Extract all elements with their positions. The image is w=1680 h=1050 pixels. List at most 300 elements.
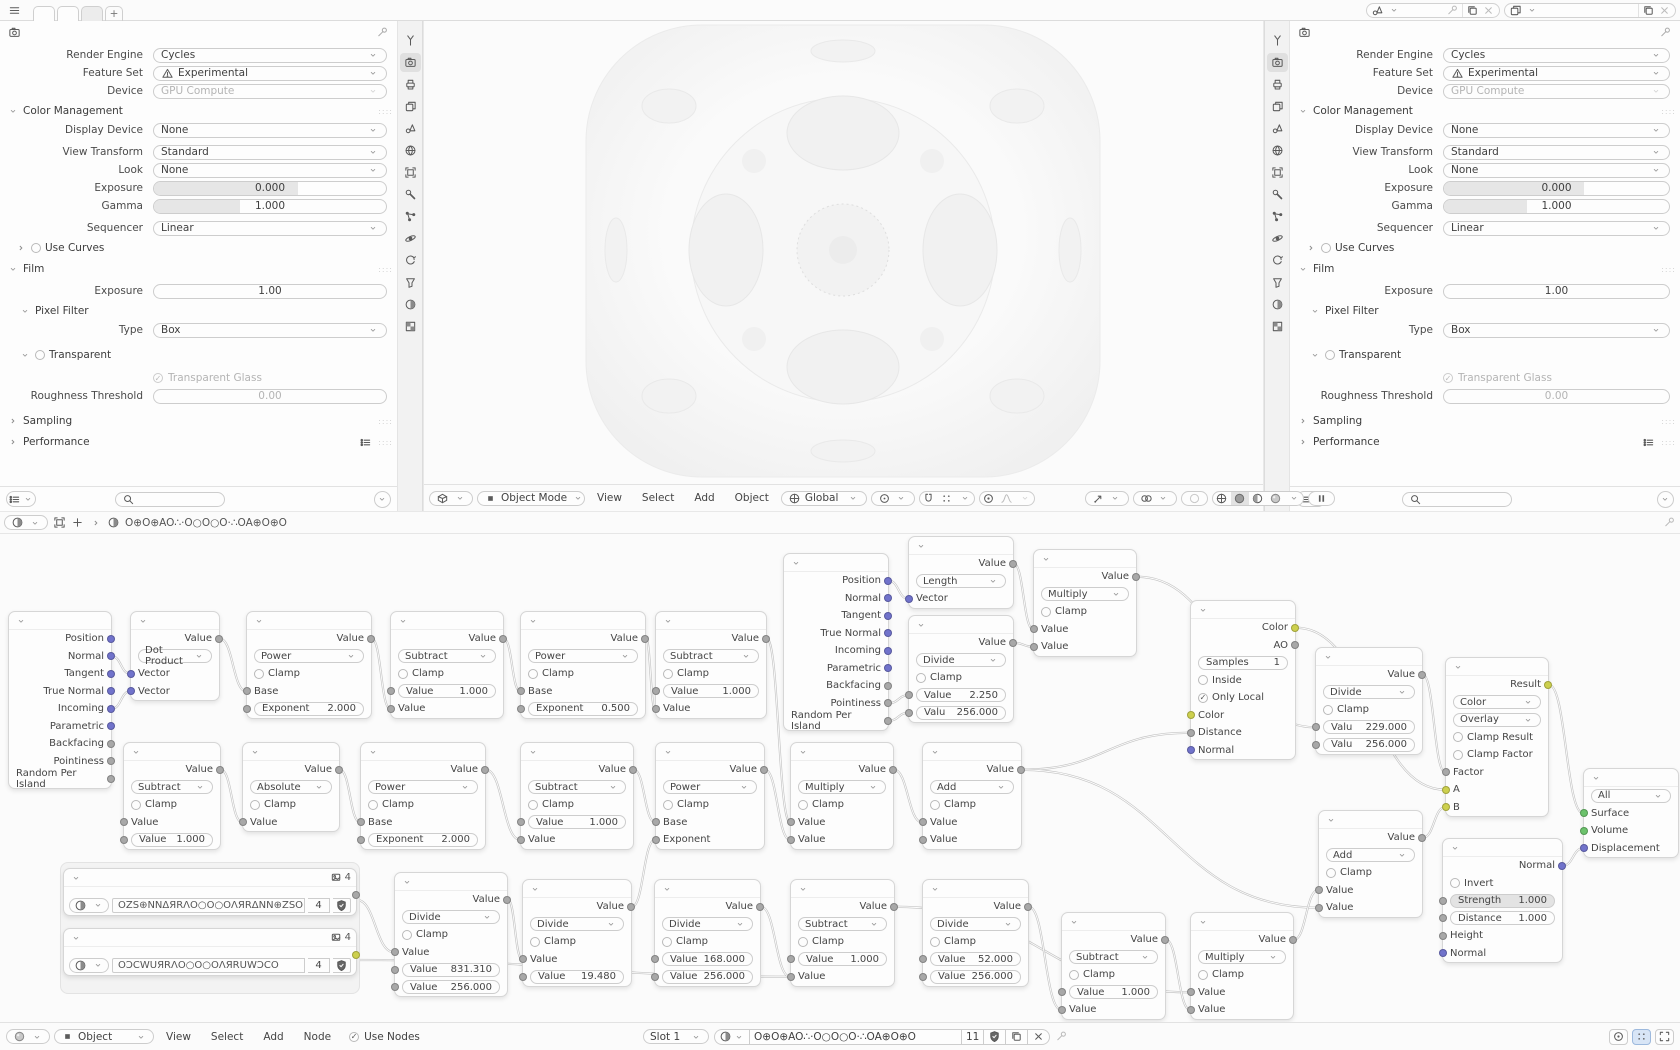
view-transform-dropdown[interactable]: Standard	[1443, 145, 1670, 160]
input-socket[interactable]	[1439, 897, 1447, 905]
clamp-checkbox[interactable]	[530, 937, 540, 947]
node-header[interactable]	[521, 743, 633, 761]
node-sub6[interactable]: Value Subtract Clamp Value 1.000 Value	[1061, 912, 1166, 1020]
look-dropdown[interactable]: None	[153, 163, 387, 178]
operation-dropdown[interactable]: Add	[930, 780, 1014, 794]
operation-dropdown[interactable]: Length	[916, 574, 1006, 588]
node-dot[interactable]	[130, 611, 220, 701]
output-socket[interactable]	[756, 903, 764, 911]
node-ao[interactable]: Color AO Samples 1 Inside ✓ Only Local Color Distance Normal	[1190, 600, 1296, 760]
input-socket[interactable]	[1187, 746, 1195, 754]
operation-dropdown[interactable]: Power	[528, 649, 638, 663]
output-socket[interactable]	[890, 903, 898, 911]
users-count[interactable]: 4	[308, 898, 330, 913]
value-field[interactable]: Strength 1.000	[1450, 894, 1555, 908]
input-socket[interactable]	[517, 836, 525, 844]
input-socket[interactable]	[1580, 844, 1588, 852]
value-field[interactable]: Exponent 2.000	[368, 833, 478, 847]
collapse-icon[interactable]	[252, 614, 265, 627]
section-performance[interactable]: Performance ::::	[1296, 433, 1676, 451]
input-socket[interactable]	[787, 955, 795, 963]
input-socket[interactable]	[517, 705, 525, 713]
section-transparent[interactable]: Transparent	[18, 346, 393, 364]
operation-dropdown[interactable]: Divide	[1323, 685, 1415, 699]
properties-tab-texture[interactable]	[1267, 317, 1288, 336]
collapse-icon[interactable]	[1321, 650, 1334, 663]
collapse-icon[interactable]	[1196, 603, 1209, 616]
output-socket[interactable]	[889, 766, 897, 774]
output-socket[interactable]	[884, 629, 892, 637]
input-socket[interactable]	[387, 687, 395, 695]
output-socket[interactable]	[503, 896, 511, 904]
output-socket[interactable]	[1289, 936, 1297, 944]
output-socket[interactable]	[215, 635, 223, 643]
input-socket[interactable]	[1580, 809, 1588, 817]
collapse-icon[interactable]	[526, 745, 539, 758]
collapse-icon[interactable]	[789, 556, 802, 569]
clamp-checkbox[interactable]	[1323, 705, 1333, 715]
section-use-curves[interactable]: Use Curves	[1304, 239, 1676, 257]
collapse-icon[interactable]	[69, 871, 82, 884]
output-socket[interactable]	[1291, 624, 1299, 632]
value-field[interactable]: Valu 256.000	[916, 706, 1006, 720]
properties-tab-world[interactable]	[1267, 141, 1288, 160]
clamp-checkbox[interactable]	[916, 673, 926, 683]
output-socket[interactable]	[1024, 903, 1032, 911]
node-header[interactable]	[1446, 658, 1548, 676]
output-socket[interactable]	[1544, 681, 1552, 689]
output-socket[interactable]	[352, 891, 360, 899]
pin-icon[interactable]	[1659, 26, 1672, 39]
gamma-slider[interactable]: 1.000	[153, 199, 387, 214]
input-socket[interactable]	[1187, 711, 1195, 719]
input-socket[interactable]	[1580, 827, 1588, 835]
output-socket[interactable]	[1132, 573, 1140, 581]
value-field[interactable]: Value 52.000	[930, 952, 1021, 966]
sequencer-dropdown[interactable]: Linear	[1443, 221, 1670, 236]
input-socket[interactable]	[652, 818, 660, 826]
view-transform-dropdown[interactable]: Standard	[153, 145, 387, 160]
value-field[interactable]: Value 1.000	[1069, 985, 1158, 999]
pin-icon[interactable]	[1055, 1030, 1068, 1043]
output-socket[interactable]	[107, 652, 115, 660]
clamp-checkbox[interactable]	[798, 937, 808, 947]
collapse-icon[interactable]	[796, 745, 809, 758]
input-socket[interactable]	[1439, 914, 1447, 922]
collapse-icon[interactable]	[526, 614, 539, 627]
workspace-tab[interactable]	[57, 6, 79, 21]
node-header[interactable]	[656, 612, 766, 630]
node-pow1[interactable]: Value Power Clamp Base Exponent 2.000	[246, 611, 372, 719]
input-socket[interactable]	[243, 705, 251, 713]
clamp-checkbox[interactable]	[398, 669, 408, 679]
proportional-edit-toggle[interactable]	[980, 491, 998, 506]
section-sampling[interactable]: Sampling ::::	[1296, 412, 1676, 430]
node-sub4[interactable]: Value Subtract Clamp Value 1.000 Value	[520, 742, 634, 850]
input-socket[interactable]	[239, 818, 247, 826]
copy-icon[interactable]	[1466, 4, 1479, 17]
operation-dropdown[interactable]: Subtract	[1069, 950, 1158, 964]
section-film[interactable]: Film ::::	[6, 260, 393, 278]
node-header[interactable]	[131, 612, 219, 630]
output-socket[interactable]	[1009, 560, 1017, 568]
properties-tab-modifiers[interactable]	[400, 185, 421, 204]
operation-dropdown[interactable]: Subtract	[798, 917, 887, 931]
input-socket[interactable]	[652, 687, 660, 695]
operation-dropdown[interactable]: Color	[1453, 695, 1541, 709]
properties-tab-output[interactable]	[1267, 75, 1288, 94]
operation-dropdown[interactable]: Power	[254, 649, 364, 663]
collapse-icon[interactable]	[366, 745, 379, 758]
look-dropdown[interactable]: None	[1443, 163, 1670, 178]
properties-tab-object[interactable]	[1267, 163, 1288, 182]
transparent-checkbox[interactable]	[1325, 350, 1335, 360]
presets-icon[interactable]	[1642, 436, 1655, 449]
menu-select[interactable]: Select	[210, 1030, 244, 1043]
operation-dropdown[interactable]: Divide	[930, 917, 1021, 931]
properties-tab-material[interactable]	[400, 295, 421, 314]
output-socket[interactable]	[1291, 641, 1299, 649]
section-sampling[interactable]: Sampling ::::	[6, 412, 393, 430]
node-out[interactable]	[1583, 768, 1679, 858]
datablock-browse-button[interactable]	[69, 898, 109, 913]
output-socket[interactable]	[884, 682, 892, 690]
value-field[interactable]: Value 19.480	[530, 970, 624, 984]
input-socket[interactable]	[919, 955, 927, 963]
transparent-glass-checkbox[interactable]: ✓ Transparent Glass	[1444, 372, 1552, 384]
input-socket[interactable]	[357, 836, 365, 844]
input-socket[interactable]	[127, 670, 135, 678]
node-header[interactable]	[247, 612, 371, 630]
output-socket[interactable]	[107, 722, 115, 730]
input-socket[interactable]	[651, 955, 659, 963]
collapse-icon[interactable]	[1589, 771, 1602, 784]
snapping-button[interactable]	[1609, 1029, 1628, 1045]
value-field[interactable]: Value 256.000	[402, 980, 500, 994]
copy-icon[interactable]	[1642, 4, 1655, 17]
overlays-dropdown[interactable]	[1133, 491, 1177, 506]
collapse-icon[interactable]	[400, 875, 413, 888]
output-socket[interactable]	[760, 766, 768, 774]
properties-tab-data[interactable]	[400, 273, 421, 292]
input-socket[interactable]	[1312, 741, 1320, 749]
input-socket[interactable]	[120, 818, 128, 826]
node-div225[interactable]: Value Divide Clamp Value 2.250 Valu 256.000	[908, 615, 1014, 723]
node-header[interactable]	[923, 880, 1028, 898]
node-len[interactable]	[908, 536, 1014, 609]
node-div229[interactable]: Value Divide Clamp Valu 229.000 Valu 256.000	[1315, 647, 1423, 755]
output-socket[interactable]	[107, 740, 115, 748]
node-header[interactable]	[391, 612, 503, 630]
node-mul3[interactable]: Value Multiply Clamp Value Value	[1190, 912, 1294, 1020]
slot-dropdown[interactable]: Slot 1	[643, 1029, 709, 1044]
input-socket[interactable]	[787, 836, 795, 844]
operation-dropdown[interactable]: Multiply	[1198, 950, 1286, 964]
operation-dropdown[interactable]: Multiply	[798, 780, 886, 794]
workspace-tab[interactable]	[33, 6, 55, 21]
input-socket[interactable]	[387, 705, 395, 713]
output-socket[interactable]	[499, 635, 507, 643]
input-socket[interactable]	[391, 948, 399, 956]
properties-tab-constraints[interactable]	[400, 251, 421, 270]
clamp-checkbox[interactable]	[254, 669, 264, 679]
close-icon[interactable]	[1658, 4, 1671, 17]
input-socket[interactable]	[1187, 729, 1195, 737]
clamp-checkbox[interactable]	[528, 800, 538, 810]
search-input[interactable]	[115, 492, 225, 507]
scene-selector[interactable]	[1366, 3, 1500, 18]
menu-view[interactable]: View	[166, 1030, 191, 1043]
clamp-result-checkbox[interactable]	[1453, 732, 1463, 742]
node-add1[interactable]: Value Add Clamp Value Value	[922, 742, 1022, 850]
clamp-factor-checkbox[interactable]	[1453, 750, 1463, 760]
node-div168[interactable]: Value Divide Clamp Value 168.000 Value 256.000	[654, 879, 761, 987]
output-socket[interactable]	[629, 766, 637, 774]
properties-tab-modifiers[interactable]	[1267, 185, 1288, 204]
menu-object[interactable]: Object	[734, 492, 769, 504]
exposure-slider[interactable]: 0.000	[1443, 181, 1670, 196]
display-device-dropdown[interactable]: None	[1443, 123, 1670, 138]
node-header[interactable]	[791, 743, 893, 761]
output-socket[interactable]	[884, 577, 892, 585]
input-socket[interactable]	[519, 973, 527, 981]
collapse-icon[interactable]	[796, 882, 809, 895]
value-field[interactable]: Exponent 0.500	[528, 702, 638, 716]
input-socket[interactable]	[1439, 932, 1447, 940]
use-curves-checkbox[interactable]	[1321, 243, 1331, 253]
node-geoA[interactable]	[8, 611, 112, 789]
node-header[interactable]	[909, 616, 1013, 634]
pin-icon[interactable]	[1663, 516, 1676, 529]
input-socket[interactable]	[519, 955, 527, 963]
editor-type-button[interactable]	[4, 515, 48, 530]
menu-add[interactable]: Add	[694, 492, 715, 504]
properties-tab-particles[interactable]	[400, 207, 421, 226]
value-field[interactable]: Value 168.000	[662, 952, 753, 966]
clamp-checkbox[interactable]	[798, 800, 808, 810]
properties-tab-data[interactable]	[1267, 273, 1288, 292]
menu-view[interactable]: View	[597, 492, 622, 504]
collapse-icon[interactable]	[661, 745, 674, 758]
clamp-checkbox[interactable]	[1069, 970, 1079, 980]
sequencer-dropdown[interactable]: Linear	[153, 221, 387, 236]
menu-select[interactable]: Select	[641, 492, 675, 504]
device-dropdown[interactable]: GPU Compute	[153, 84, 387, 99]
node-header[interactable]	[656, 743, 764, 761]
roughness-threshold-field[interactable]: 0.00	[153, 389, 387, 404]
input-socket[interactable]	[391, 983, 399, 991]
pause-button[interactable]	[1308, 491, 1335, 506]
node-abs1[interactable]: Value Absolute Clamp Value	[242, 742, 340, 832]
node-pow3[interactable]: Value Power Clamp Base Exponent 2.000	[360, 742, 486, 850]
collapse-icon[interactable]	[136, 614, 149, 627]
use-curves-checkbox[interactable]	[31, 243, 41, 253]
node-div19[interactable]: Value Divide Clamp Value Value 19.480	[522, 879, 632, 987]
menu-node[interactable]: Node	[303, 1030, 332, 1043]
overlays-button[interactable]	[1632, 1029, 1651, 1045]
node-mul2[interactable]: Value Multiply Clamp Value Value	[790, 742, 894, 850]
collapse-icon[interactable]	[928, 745, 941, 758]
input-socket[interactable]	[1315, 886, 1323, 894]
properties-tab-output[interactable]	[400, 75, 421, 94]
input-socket[interactable]	[120, 836, 128, 844]
input-socket[interactable]	[1442, 786, 1450, 794]
section-use-curves[interactable]: Use Curves	[14, 239, 393, 257]
node-pow4[interactable]: Value Power Clamp Base Exponent	[655, 742, 765, 850]
input-socket[interactable]	[652, 705, 660, 713]
input-socket[interactable]	[1312, 723, 1320, 731]
clamp-checkbox[interactable]	[528, 669, 538, 679]
menu-add[interactable]: Add	[263, 1030, 284, 1043]
output-socket[interactable]	[481, 766, 489, 774]
output-socket[interactable]	[884, 699, 892, 707]
only-local-checkbox[interactable]: ✓	[1199, 693, 1207, 703]
use-nodes-checkbox[interactable]	[349, 1031, 420, 1043]
properties-tab-material[interactable]	[1267, 295, 1288, 314]
transform-orientation-dropdown[interactable]: Global	[781, 491, 867, 506]
xray-toggle[interactable]	[1181, 491, 1208, 506]
output-socket[interactable]	[352, 951, 360, 959]
properties-tab-texture[interactable]	[400, 317, 421, 336]
input-socket[interactable]	[905, 709, 913, 717]
output-socket[interactable]	[884, 612, 892, 620]
collapse-icon[interactable]	[528, 882, 541, 895]
node-header[interactable]	[1191, 601, 1295, 619]
input-socket[interactable]	[919, 836, 927, 844]
properties-tab-view-layer[interactable]	[400, 97, 421, 116]
input-socket[interactable]	[127, 687, 135, 695]
node-div831[interactable]: Value Divide Clamp Value Value 831.310 Value 256.000	[394, 872, 508, 997]
node-header[interactable]: 4	[64, 869, 356, 887]
clamp-checkbox[interactable]	[930, 937, 940, 947]
node-geoB[interactable]	[783, 553, 889, 731]
unlink-material-button[interactable]	[1027, 1029, 1050, 1045]
input-socket[interactable]	[905, 691, 913, 699]
material-name-field[interactable]: O⊕O⊕AO∴·O○O○O·∴OA⊕O⊕O	[749, 1029, 961, 1045]
input-socket[interactable]	[787, 818, 795, 826]
node-header[interactable]	[923, 743, 1021, 761]
material-users-count[interactable]: 11	[961, 1029, 983, 1045]
value-field[interactable]: Value 2.250	[916, 688, 1006, 702]
operation-dropdown[interactable]: All	[1591, 789, 1671, 803]
node-header[interactable]	[124, 743, 220, 761]
shading-solid-button[interactable]	[1231, 491, 1249, 506]
output-socket[interactable]	[1017, 766, 1025, 774]
input-socket[interactable]	[1187, 1006, 1195, 1014]
editor-type-button[interactable]	[6, 491, 36, 507]
display-device-dropdown[interactable]: None	[153, 123, 387, 138]
operation-dropdown[interactable]: Subtract	[131, 780, 213, 794]
section-performance[interactable]: Performance ::::	[6, 433, 393, 451]
collapse-icon[interactable]	[1039, 552, 1052, 565]
collapse-icon[interactable]	[914, 539, 927, 552]
input-socket[interactable]	[517, 687, 525, 695]
input-socket[interactable]	[517, 818, 525, 826]
close-icon[interactable]	[1482, 4, 1495, 17]
node-header[interactable]	[655, 880, 760, 898]
device-dropdown[interactable]: GPU Compute	[1443, 84, 1670, 99]
shader-node-editor[interactable]	[0, 512, 1680, 1050]
value-field[interactable]: Value 1.000	[528, 815, 626, 829]
operation-dropdown[interactable]: Subtract	[398, 649, 496, 663]
gamma-slider[interactable]: 1.000	[1443, 199, 1670, 214]
search-input[interactable]	[1402, 492, 1512, 507]
input-socket[interactable]	[1315, 904, 1323, 912]
shading-chevron[interactable]	[1285, 491, 1303, 506]
output-socket[interactable]	[216, 766, 224, 774]
value-field[interactable]: Samples 1	[1198, 656, 1288, 670]
collapse-icon[interactable]	[129, 745, 142, 758]
properties-tab-constraints[interactable]	[1267, 251, 1288, 270]
collapse-icon[interactable]	[1067, 915, 1080, 928]
shading-wireframe-button[interactable]	[1213, 491, 1231, 506]
output-socket[interactable]	[884, 717, 892, 725]
app-menu-icon[interactable]	[8, 4, 21, 17]
value-field[interactable]: Value 256.000	[662, 970, 753, 984]
value-field[interactable]: Value 1.000	[398, 684, 496, 698]
properties-tab-scene[interactable]	[1267, 119, 1288, 138]
output-socket[interactable]	[627, 903, 635, 911]
input-socket[interactable]	[243, 687, 251, 695]
node-add2[interactable]: Value Add Clamp Value Value	[1318, 810, 1423, 918]
shading-rendered-button[interactable]	[1267, 491, 1285, 506]
properties-tab-particles[interactable]	[1267, 207, 1288, 226]
viewport-canvas[interactable]	[424, 21, 1263, 484]
node-header[interactable]	[784, 554, 888, 572]
clamp-checkbox[interactable]	[1041, 607, 1051, 617]
datablock-name-field[interactable]: OƆCWUЯRΛO○O○OΛЯRUWƆCO	[112, 958, 305, 973]
operation-dropdown[interactable]: Subtract	[528, 780, 626, 794]
snap-magnet-toggle[interactable]	[920, 491, 938, 506]
filter-type-dropdown[interactable]: Box	[153, 323, 387, 338]
transparent-glass-checkbox[interactable]: ✓ Transparent Glass	[154, 372, 262, 384]
pivot-point-dropdown[interactable]	[871, 491, 915, 506]
output-socket[interactable]	[762, 635, 770, 643]
input-socket[interactable]	[919, 818, 927, 826]
feature-set-dropdown[interactable]: Experimental	[1443, 66, 1670, 81]
snap-settings-dropdown[interactable]	[938, 491, 956, 506]
section-color-management[interactable]: Color Management ::::	[1296, 102, 1676, 120]
collapse-icon[interactable]	[396, 614, 409, 627]
collapse-icon[interactable]	[914, 618, 927, 631]
material-browse-button[interactable]	[714, 1029, 749, 1045]
node-header[interactable]	[361, 743, 485, 761]
shading-material-button[interactable]	[1249, 491, 1267, 506]
properties-tab-view-layer[interactable]	[1267, 97, 1288, 116]
exposure-slider[interactable]: 0.000	[153, 181, 387, 196]
node-header[interactable]	[523, 880, 631, 898]
output-socket[interactable]	[1418, 671, 1426, 679]
collapse-icon[interactable]	[1324, 813, 1337, 826]
input-socket[interactable]	[1030, 625, 1038, 633]
roughness-threshold-field[interactable]: 0.00	[1443, 389, 1670, 404]
node-header[interactable]	[243, 743, 339, 761]
operation-dropdown[interactable]: Absolute	[250, 780, 332, 794]
value-field[interactable]: Valu 229.000	[1323, 720, 1415, 734]
node-header[interactable]	[791, 880, 894, 898]
value-field[interactable]: Value 831.310	[402, 963, 500, 977]
input-socket[interactable]	[651, 973, 659, 981]
node-header[interactable]	[395, 873, 507, 891]
operation-dropdown[interactable]: Divide	[530, 917, 624, 931]
properties-tab-world[interactable]	[400, 141, 421, 160]
node-header[interactable]	[1191, 913, 1293, 931]
input-socket[interactable]	[905, 595, 913, 603]
value-field[interactable]: Distance 1.000	[1450, 911, 1555, 925]
fit-view-button[interactable]	[1655, 1029, 1674, 1045]
feature-set-dropdown[interactable]: Experimental	[153, 66, 387, 81]
output-socket[interactable]	[1418, 834, 1426, 842]
